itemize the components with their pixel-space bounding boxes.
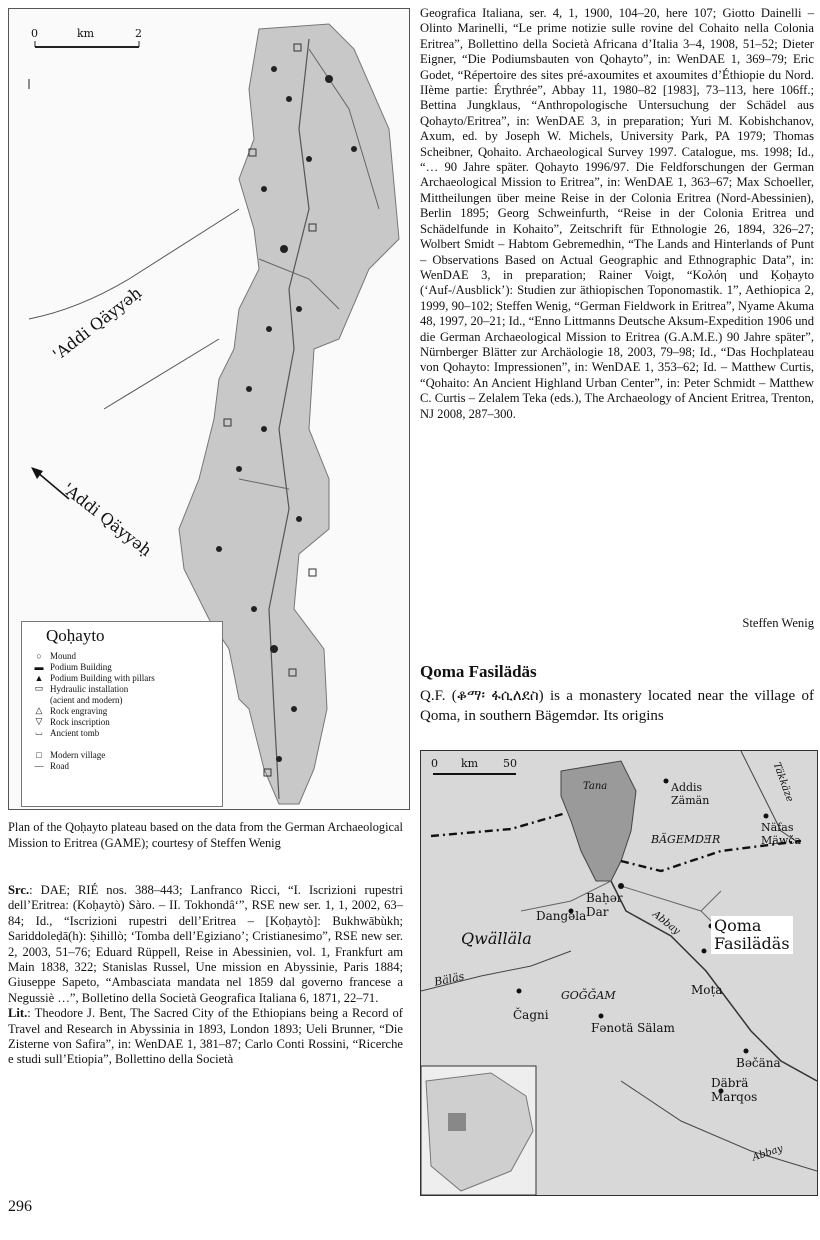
article-intro: Q.F. (ቆማ፡ ፋሲለደስ) is a monastery located near the village of Qoma, in southern Bägemdər. Its origins	[420, 688, 814, 724]
road-to-addi-1	[104, 339, 219, 409]
map2-scale-unit: km	[461, 757, 479, 770]
label-qoma-fasiladas: Qoma Fasilädäs	[711, 916, 793, 954]
legend-row	[28, 716, 222, 727]
map2-scale-max: 50	[503, 757, 517, 770]
qoma-region-map	[420, 750, 818, 1196]
legend-label: Modern village	[50, 749, 106, 760]
page-number: 296	[8, 1198, 32, 1215]
scale-zero-label: 0	[31, 27, 38, 40]
src-text: : DAE; RIÉ nos. 388–443; Lanfranco Ricci, “I. Iscrizioni rupestri dell’Eritrea: (Koḥaytò) Sàro. – II. Tokhondâ‘”, RSE new ser. 1, 1, 2002, 63–84; Id., “Iscrizioni rupestri dell’Eritrea – [Koḥaytò]: Bukhwābùkh; Sariddoleḍā(h): Ṣihillò; ‘Tomba dell’Egiziano’; Cristianesimo”, RSE new ser. 2, 2003, 51–76; Eduard Rüppell, Reise in Abessinien, vol. 1, Frankfurt am Main 1838, 322; Stanislas Russel, Une mission en Abyssinie, Paris 1884; Giuseppe Sapeto, “Ambasciata mandata nel 1859 dal governo francese a Negussiè …”, Bolletino della Società Geografica Italiana 6, 1871, 22–71.	[8, 883, 403, 1005]
legend-label: Hydraulic installation	[50, 683, 129, 694]
hydraulic-icon: ▭	[34, 683, 44, 693]
legend-row	[28, 727, 222, 738]
legend-row	[28, 705, 222, 716]
modern-village-icon: □	[36, 749, 42, 760]
podium-pillars-icon: ▲	[34, 672, 44, 683]
legend-row	[28, 672, 222, 683]
bibliography-text: Geografica Italiana, ser. 4, 1, 1900, 104–20, here 107; Giotto Dainelli – Olinto Marinelli, “Le prime notizie sulle rovine del Cohaito nella Colonia Eritrea”, Bollettino della Società Africana d’Italia 3–4, 1908, 51–52; Dieter Eigner, “Die Podiumsbauten von Qohayto”, in: WenDAE 1, 369–79; Eric Godet, “Répertoire des sites pré-axoumites et axoumites d’Éthiopie du Nord. IIème partie: Érythrée”, Abbay 11, 1980–82 [1983], 73–113, here 106ff.; Bettina Jungklaus, “Anthropologische Untersuchung der Schädel aus Qohayto/Eritrea”, in: WenDAE 3, in preparation; Yuri M. Kobishchanov, Axum, ed. by Joseph W. Michels, University Park, PA 1979; Thomas Scheibner, Qohaito. Archaeological Survey 1997. Catalogue, ms. 1998; Id., “… 90 Jahre später. Qohayto 1996/97. Die Feldforschungen der German Archaeological Mission to Eritrea”, in: WenDAE 1, 363–67; Max Schoeller, Mittheilungen über meine Reise in der Colonia Eritrea (Nord-Abessinien), Berlin 1895; Georg Schweinfurth, “Reise in der Colonia Eritrea und Schädelfunde in Kohaito”, Zeitschrift für Ethnologie 26, 1894, 326–27; Wolbert Smidt – Habtom Gebremedhin, “The Lands and Hinterlands of Punt – Observations Based on Actual Geographic and Ethnographic Data”, in: WenDAE 3, in preparation; Rainer Voigt, “Κολόη und Ḳoḥayto (‘Auf-/Ausblick’): Studien zur äthiopischen Toponomastik. 1”, Aethiopica 2, 1999, 90–102; Steffen Wenig, “German Fieldwork in Eritrea”, Nyame Akuma 48, 1997, 20–21; Id., “Enno Littmanns Deutsche Aksum-Expedition 1906 und die German Archaeological Mission to Eritrea (G.A.M.E.) 90 Jahre später”, Nürnberger Blätter zur Archäologie 18, 2003, 79–98; Id., “Das Hochplateau von Qohayto: Impressionen”, in: WenDAE 1, 353–62; Id. – Matthew Curtis, “Qohaito: An Ancient Highland Urban Center”, in: Peter Schmidt – Matthew C. Curtis – Zelalem Teka (eds.), The Archaeology of Ancient Eritrea, Trenton, NJ 2008, 287–300.	[420, 6, 814, 421]
podium-building-icon: ▬	[34, 661, 44, 672]
legend-label: Ancient tomb	[50, 727, 100, 738]
scale-max-label: 2	[135, 27, 142, 40]
rock-inscription-icon: ▽	[35, 716, 43, 726]
bibliography-continued	[420, 6, 814, 422]
region-map-drawing	[421, 751, 817, 1195]
label-dabra-marqos: Däbrä Marqos	[711, 1076, 758, 1104]
legend-row	[28, 683, 222, 694]
road-label-addi-1: 'Addi Qäyyəḥ	[49, 283, 146, 364]
label-qwallala: Qwälläla	[461, 929, 532, 948]
label-mota: Moṭa	[691, 983, 723, 997]
legend-label: Podium Building with pillars	[50, 672, 155, 683]
inset-locator-box	[448, 1113, 466, 1131]
label-addis-zaman: Addis Zämän	[671, 781, 710, 807]
label-takkaze: Täkkäze	[770, 761, 796, 804]
rock-engraving-icon: △	[35, 705, 43, 715]
legend-label: Road	[50, 760, 69, 771]
legend-label: Mound	[50, 650, 77, 661]
qohayto-plan-map	[8, 8, 410, 810]
src-label: Src.	[8, 883, 30, 897]
legend-label: Podium Building	[50, 661, 112, 672]
label-dangala: Dangəla	[536, 909, 587, 923]
article-author: Steffen Wenig	[742, 616, 814, 630]
label-cagni: Čagni	[513, 1008, 549, 1022]
legend-row	[28, 661, 222, 672]
label-goggam: GOĞĞAM	[561, 989, 616, 1002]
ancient-tomb-icon: ⌴	[35, 727, 43, 737]
legend-title: Qoḥayto	[46, 626, 105, 645]
label-abbay-1: Abbay	[650, 909, 682, 938]
label-bocana: Bəčäna	[736, 1056, 781, 1070]
label-tana: Tana	[583, 781, 608, 792]
sources-block	[8, 883, 403, 1068]
legend-row	[28, 694, 222, 705]
legend-row	[28, 749, 222, 760]
scale-unit-label: km	[77, 27, 95, 40]
road-icon: —	[34, 760, 44, 771]
legend-label: (acient and modern)	[50, 694, 123, 705]
lit-text: : Theodore J. Bent, The Sacred City of the Ethiopians being a Record of Travel and Research in Abyssinia in 1893, London 1893; Ueli Brunner, “Die Zisterne von Safira”, in: WenDAE 1, 381–87; Carlo Conti Rossini, “Ricerche e studi sull’Etiopia”, Bollettino della Società	[8, 1006, 403, 1067]
arrow-head	[31, 467, 43, 479]
road-label-addi-2: 'Addi Qäyyəḥ	[59, 479, 156, 560]
label-fnota-salam: Fənotä Sälam	[591, 1021, 675, 1035]
legend-row	[28, 738, 222, 749]
map-legend	[21, 621, 223, 807]
lit-label: Lit.	[8, 1006, 28, 1021]
article-heading: Qoma Fasilädäs	[420, 662, 537, 681]
label-balas: Bäläs	[433, 969, 466, 989]
legend-label: Rock inscription	[50, 716, 110, 727]
label-bahar-dar: Baḥər Dar	[586, 891, 623, 919]
label-bagemder: BÄGEMDƎR	[651, 833, 721, 846]
label-nafas-mawca: Näfas Mäwča	[761, 821, 801, 847]
mound-icon: ○	[36, 650, 42, 661]
legend-row	[28, 760, 222, 771]
legend-row	[28, 650, 222, 661]
legend-label: Rock engraving	[50, 705, 108, 716]
map-caption: Plan of the Qoḥayto plateau based on the data from the German Archaeological Mission to Eritrea (GAME); courtesy of Steffen Wenig	[8, 820, 403, 850]
map2-scale-zero: 0	[431, 757, 438, 770]
label-abbay-2: Abbay	[751, 1143, 785, 1164]
